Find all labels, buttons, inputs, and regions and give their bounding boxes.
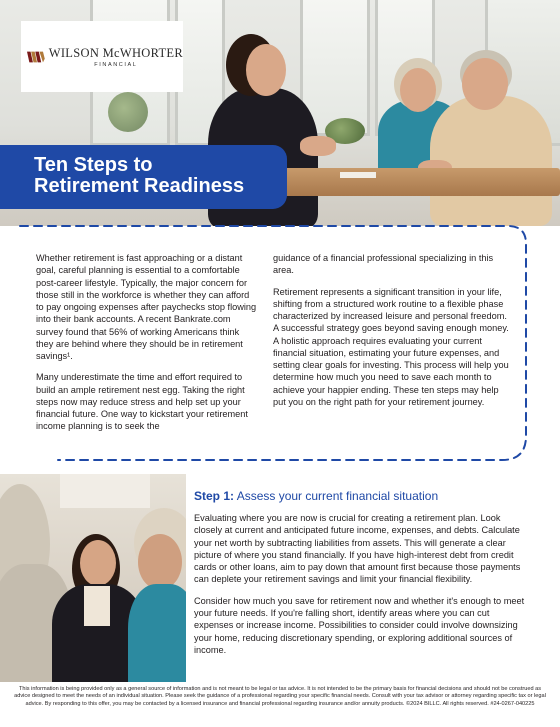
step-1-photo	[0, 474, 186, 682]
step-1-title: Assess your current financial situation	[236, 489, 439, 503]
step-1-paragraph: Consider how much you save for retirement now and whether it's enough to meet your future needs. If you're falling short, identify areas where you can cut expenses or increase income. Possibilities to consider could involve downsizing your home, reducing discretionary spending, or exploring additional sources of income.	[194, 595, 525, 655]
logo-mark-icon	[27, 46, 45, 68]
page-title-line-2: Retirement Readiness	[34, 175, 245, 197]
logo-subtitle: FINANCIAL	[94, 61, 138, 68]
intro-paragraph: Many underestimate the time and effort required to build an ample retirement nest egg. Taking the right steps now may reduce stress and help set up your financial future. One way to kickstart your retirement income planning is to seek the	[36, 372, 248, 432]
intro-left-column	[36, 252, 258, 442]
intro-right-column	[273, 252, 509, 417]
intro-paragraph: Retirement represents a significant transition in your life, shifting from a structured work routine to a flexible phase characterized by increased leisure and personal freedom. A successful strategy goes beyond saving enough money. A holistic approach requires evaluating your current financial situation, estimating your future expenses, and setting clear goals for investing. This process will help you determine how much you need to save each month to achieve your happier ending. These ten steps may help put you on the right path for your retirement journey.	[273, 286, 509, 407]
page-title-band	[0, 145, 287, 209]
step-1-body	[194, 512, 530, 665]
intro-paragraph: Whether retirement is fast approaching or a distant goal, careful planning is essential to a comfortable post-career lifestyle. Typically, the major concern for those still in the workforce is whether they can afford to pay ongoing expenses after paychecks stop flowing into their bank accounts. A recent Bankrate.com survey found that 56% of working Americans think they are behind where they should be in retirement savings¹.	[36, 253, 257, 361]
step-1-paragraph: Evaluating where you are now is crucial for creating a retirement plan. Look closely at current and anticipated future income, expenses, and debts. Calculate your net worth by subtracting liabilities from assets. This will generate a clear picture of where you stand financially. If you have high-interest debt from credit cards or other loans, aim to pay down that amount first because those payments can deplete your retirement savings and limit your financial flexibility.	[194, 513, 521, 585]
step-1-heading	[194, 489, 438, 503]
page-title-line-1: Ten Steps to	[34, 154, 153, 176]
intro-paragraph: guidance of a financial professional specializing in this area.	[273, 253, 494, 276]
legal-disclaimer: This information is being provided only as a general source of information and is not meant to be legal or tax advice. It is not intended to be the primary basis for financial decisions and should not be construed as advice designed to meet the needs of an individual situation. Please seek the guidance of a professional regarding your specific financial needs. Consult with your tax advisor or attorney regarding specific tax or legal advice. By responding to this offer, you may be contacted by a licensed insurance and financial professional regarding insurance and/or annuity products. ©2024 BILLC. All rights reserved. #24-0267-040225	[14, 686, 546, 707]
company-logo	[21, 21, 183, 92]
step-1-label: Step 1:	[194, 489, 235, 503]
logo-name: WILSON McWHORTER	[48, 45, 183, 60]
